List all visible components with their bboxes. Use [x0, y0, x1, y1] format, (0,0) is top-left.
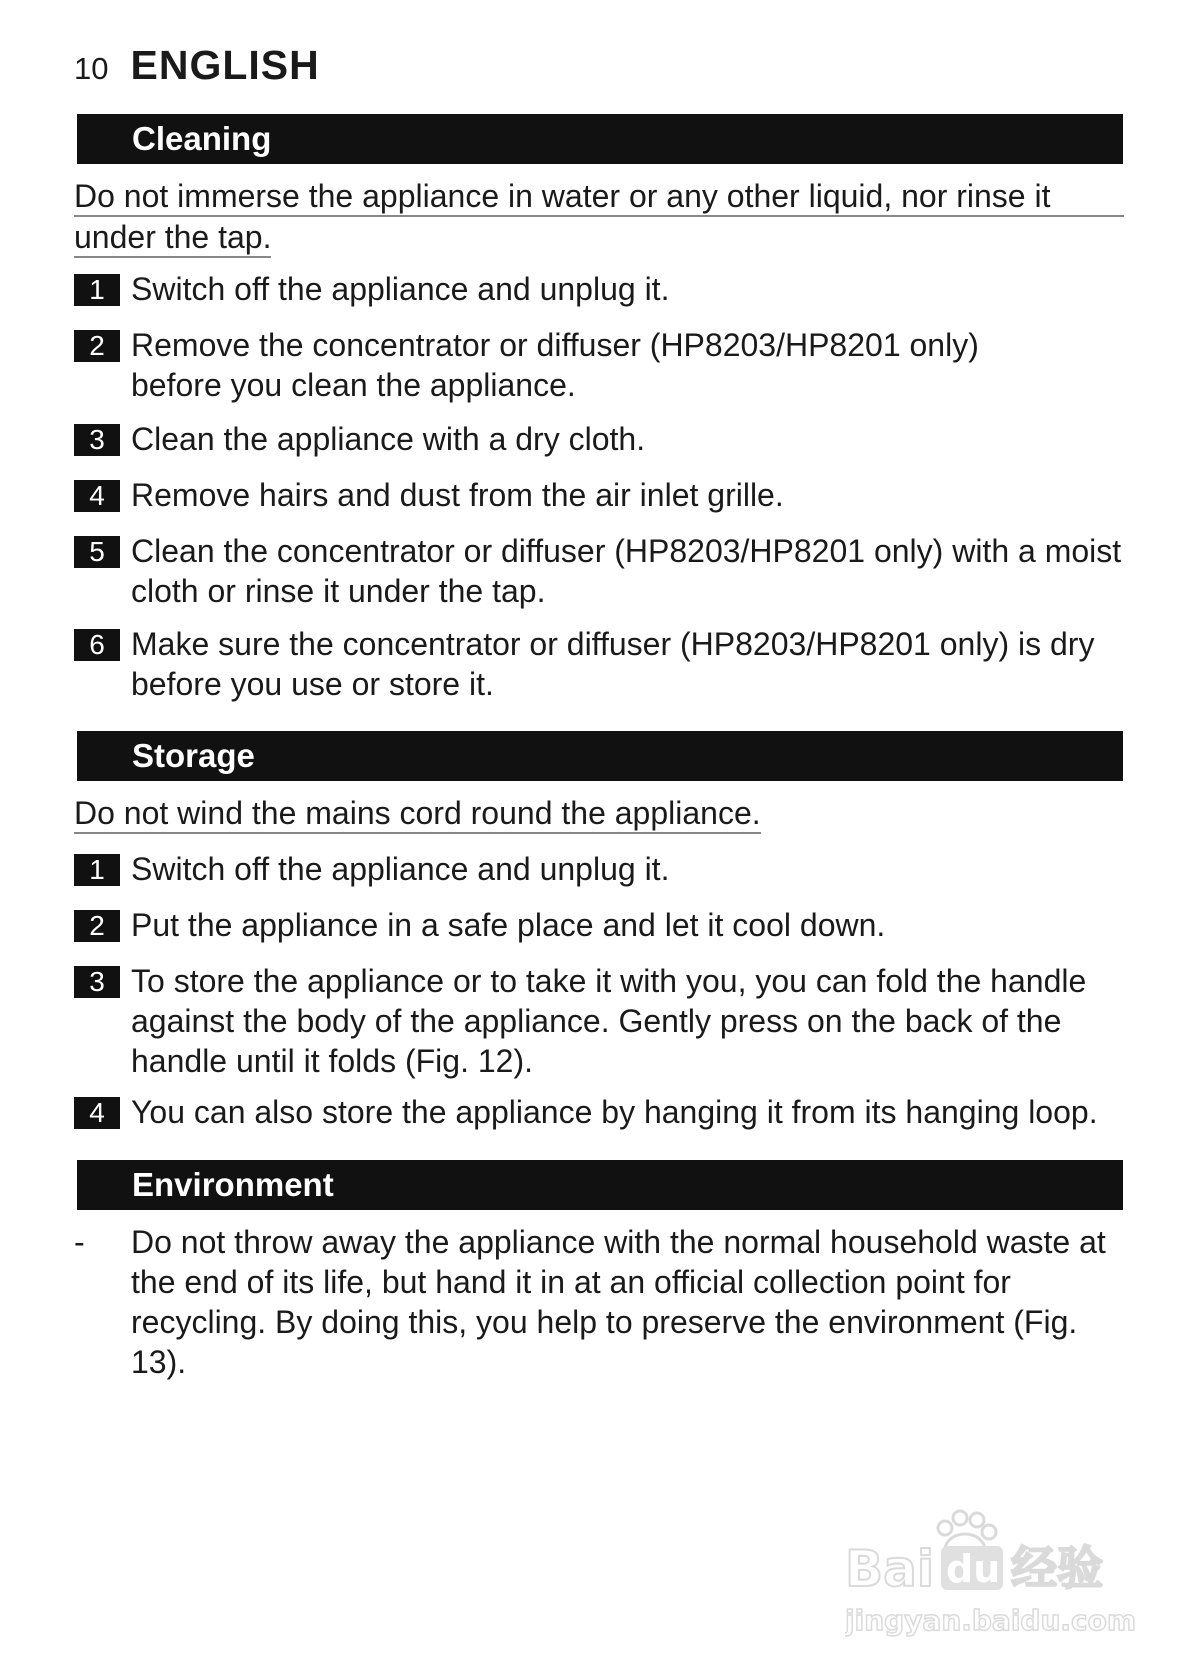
step-number: 6 — [74, 629, 120, 661]
bullet-dash: - — [74, 1224, 85, 1260]
step-number: 1 — [74, 854, 120, 886]
step-text: Switch off the appliance and unplug it. — [131, 271, 670, 307]
step-text: Make sure the concentrator or diffuser (HP8203/HP8201 only) is dry before you use or store it. — [131, 626, 1095, 702]
cleaning-step — [74, 531, 1144, 611]
svg-text:du: du — [946, 1547, 1001, 1591]
baidu-watermark-logo — [845, 1498, 1135, 1648]
svg-text:经验: 经验 — [1011, 1541, 1103, 1595]
storage-warning — [74, 793, 761, 834]
step-text: Put the appliance in a safe place and let it cool down. — [131, 907, 886, 943]
section-header-storage: Storage — [77, 731, 1123, 781]
cleaning-warning-line-2: under the tap. — [74, 218, 271, 258]
step-number: 5 — [74, 536, 120, 568]
step-number: 3 — [74, 966, 120, 998]
svg-text:Bai: Bai — [845, 1540, 934, 1598]
step-text: Remove the concentrator or diffuser (HP8203/HP8201 only) before you clean the appliance. — [131, 327, 979, 403]
step-text: Clean the concentrator or diffuser (HP8203/HP8201 only) with a moist cloth or rinse it under the tap. — [131, 533, 1122, 609]
svg-text:jingyan.baidu.com: jingyan.baidu.com — [845, 1604, 1135, 1637]
page-number: 10 — [74, 51, 109, 86]
step-number: 2 — [74, 330, 120, 362]
step-text: Switch off the appliance and unplug it. — [131, 851, 670, 887]
cleaning-step — [74, 419, 1144, 459]
step-text: You can also store the appliance by hanging it from its hanging loop. — [131, 1094, 1098, 1130]
step-text: Clean the appliance with a dry cloth. — [131, 421, 646, 457]
cleaning-step — [74, 624, 1144, 704]
storage-step — [74, 961, 1144, 1081]
step-number: 1 — [74, 274, 120, 306]
page-header — [74, 42, 320, 94]
language-title: ENGLISH — [130, 42, 320, 88]
cleaning-step — [74, 475, 1144, 515]
cleaning-warning-line-1: Do not immerse the appliance in water or any other liquid, nor rinse it — [74, 177, 1124, 217]
cleaning-step — [74, 269, 1144, 309]
cleaning-warning — [74, 176, 1124, 258]
step-number: 4 — [74, 1097, 120, 1129]
step-text: To store the appliance or to take it with you, you can fold the handle against the body of the appliance. Gently press on the back of the handle until it folds (Fig. 12). — [131, 963, 1087, 1079]
bullet-text: Do not throw away the appliance with the normal household waste at the end of its life, but hand it in at an official collection point for recycling. By doing this, you help to preserve the environment (Fig. 13). — [131, 1224, 1106, 1380]
storage-step — [74, 849, 1144, 889]
step-text: Remove hairs and dust from the air inlet grille. — [131, 477, 784, 513]
step-number: 4 — [74, 480, 120, 512]
section-header-environment: Environment — [77, 1160, 1123, 1210]
storage-warning-line: Do not wind the mains cord round the appliance. — [74, 794, 761, 834]
environment-bullet — [74, 1222, 1114, 1382]
step-number: 3 — [74, 424, 120, 456]
storage-step — [74, 1092, 1144, 1132]
step-number: 2 — [74, 910, 120, 942]
cleaning-step — [74, 325, 1074, 405]
section-header-cleaning: Cleaning — [77, 114, 1123, 164]
storage-step — [74, 905, 1144, 945]
